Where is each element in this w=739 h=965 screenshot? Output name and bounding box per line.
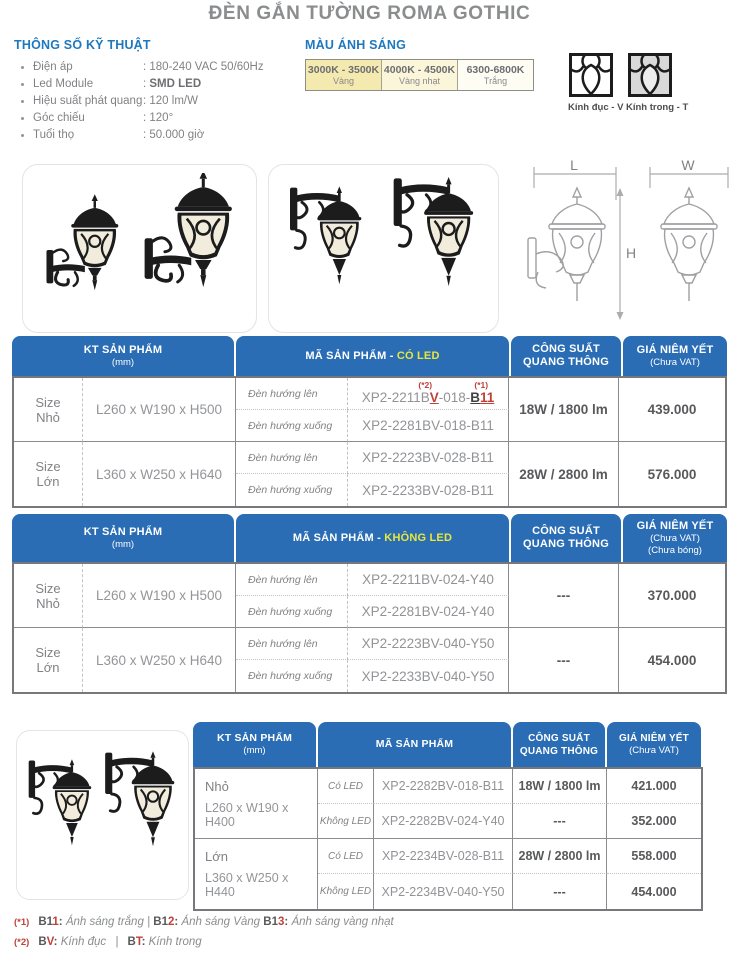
size-cell: Size Lớn	[14, 628, 83, 692]
dimension-label-l: L	[570, 158, 578, 173]
header-gia: GIÁ NIÊM YẾT (Chưa VAT)	[623, 336, 727, 376]
table-combo	[193, 722, 703, 911]
size-cell: Size Lớn	[14, 442, 83, 506]
product-code: XP2-2223BV-028-B11	[348, 442, 509, 474]
dims-cell: L360 x W250 x H640	[83, 442, 236, 506]
price-cell: 576.000	[647, 466, 697, 482]
specs-section	[14, 38, 299, 144]
dimension-diagram	[520, 158, 735, 330]
table-combo-body	[193, 767, 703, 911]
swatch-warm: 3000K - 3500K Vàng	[306, 60, 382, 90]
power-cell: 18W / 1800 lm	[513, 769, 607, 804]
swatch-neutral: 4000K - 4500K Vàng nhạt	[382, 60, 458, 90]
footnote-2: (*2) BV: Kính đục | BT: Kính trong	[14, 936, 202, 948]
led-type-cell: Không LED	[318, 804, 374, 839]
product-code: XP2-2233BV-028-B11	[348, 474, 509, 506]
header-congsuat: CÔNG SUẤT QUANG THÔNG	[511, 336, 621, 376]
price-cell: 558.000	[607, 839, 701, 874]
spec-item-efficiency: Hiệu suất phát quang : 120 lm/W	[14, 93, 299, 110]
product-code: XP2-2211BV-024-Y40	[348, 564, 509, 596]
light-color-title: MÀU ÁNH SÁNG	[305, 38, 407, 52]
price-cell: 439.000	[619, 378, 725, 442]
footnote-1: (*1) B11: Ánh sáng trắng | B12: Ánh sáng Vàng B13: Ánh sáng vàng nhạt	[14, 916, 394, 928]
lamp-down-photo	[278, 173, 490, 325]
header-kt: KT SẢN PHẨM (mm)	[193, 722, 316, 767]
specs-title: THÔNG SỐ KỸ THUẬT	[14, 38, 151, 52]
header-ma: MÃ SẢN PHẨM	[318, 722, 511, 767]
footnote-ref-1: (*1)	[474, 380, 489, 390]
price-cell: 421.000	[607, 769, 701, 804]
opaque-glass-icon	[569, 53, 613, 97]
direction-cell: Đèn hướng xuống	[236, 410, 348, 442]
product-code: XP2-2234BV-028-B11	[374, 839, 513, 874]
light-color-swatches	[305, 59, 534, 91]
price-cell: 370.000	[619, 564, 725, 628]
led-type-cell: Có LED	[318, 839, 374, 874]
table-led	[12, 336, 727, 508]
swatch-white: 6300-6800K Trắng	[458, 60, 533, 90]
light-color-section	[305, 38, 534, 91]
table-no-led-body	[12, 562, 727, 694]
direction-cell: Đèn hướng lên	[236, 442, 348, 474]
product-code: XP2-2281BV-018-B11	[348, 410, 509, 442]
bullet-icon	[21, 117, 24, 120]
table-no-led-header	[12, 514, 727, 562]
glass-clear: Kính trong - T	[626, 53, 674, 113]
header-kt: KT SẢN PHẨM (mm)	[12, 336, 234, 376]
header-gia: GIÁ NIÊM YẾT (Chưa VAT)	[607, 722, 701, 767]
dims-cell: L260 x W190 x H500	[83, 378, 236, 442]
spec-item-led-module: Led Module : SMD LED	[14, 76, 299, 93]
spec-item-lifetime: Tuổi thọ : 50.000 giờ	[14, 127, 299, 144]
power-cell: ---	[513, 804, 607, 839]
dims-cell: Lớn L360 x W250 x H440	[195, 839, 318, 909]
power-cell: 18W / 1800 lm	[509, 378, 619, 442]
product-code: XP2-2282BV-018-B11	[374, 769, 513, 804]
table-led-body	[12, 376, 727, 508]
table-no-led	[12, 514, 727, 694]
header-kt: KT SẢN PHẨM (mm)	[12, 514, 234, 562]
header-congsuat: CÔNG SUẤT QUANG THÔNG	[511, 514, 621, 562]
spec-list	[14, 59, 299, 144]
bullet-icon	[21, 83, 24, 86]
power-cell: ---	[509, 628, 619, 692]
lamp-down-photo-small	[24, 740, 182, 890]
power-cell: ---	[509, 564, 619, 628]
glass-opaque: Kính đục - V	[568, 53, 614, 113]
product-code: XP2-2282BV-024-Y40	[374, 804, 513, 839]
price-cell: 352.000	[607, 804, 701, 839]
dimension-label-h: H	[626, 245, 637, 261]
footnote-ref-2: (*2)	[418, 380, 433, 390]
product-code: XP2-2234BV-040-Y50	[374, 874, 513, 909]
product-code: XP2-2281BV-024-Y40	[348, 596, 509, 628]
direction-cell: Đèn hướng lên	[236, 378, 348, 410]
dims-cell: Nhỏ L260 x W190 x H400	[195, 769, 318, 839]
lamp-outline-side	[661, 188, 717, 301]
led-type-cell: Không LED	[318, 874, 374, 909]
bullet-icon	[21, 100, 24, 103]
direction-cell: Đèn hướng xuống	[236, 596, 348, 628]
led-type-cell: Có LED	[318, 769, 374, 804]
product-code-annotated: (*2) (*1) XP2-2211BV-018-B11	[348, 378, 509, 410]
direction-cell: Đèn hướng xuống	[236, 474, 348, 506]
power-cell: ---	[513, 874, 607, 909]
photo-lamps-up	[22, 164, 257, 333]
power-cell: 28W / 2800 lm	[509, 442, 619, 506]
dims-cell: L260 x W190 x H500	[83, 564, 236, 628]
lamp-up-photo	[32, 173, 247, 325]
direction-cell: Đèn hướng xuống	[236, 660, 348, 692]
header-ma: MÃ SẢN PHẨM - KHÔNG LED	[236, 514, 509, 562]
photo-lamps-down-small	[16, 730, 189, 900]
header-congsuat: CÔNG SUẤT QUANG THÔNG	[513, 722, 605, 767]
header-ma: MÃ SẢN PHẨM - CÓ LED	[236, 336, 509, 376]
clear-glass-icon	[628, 53, 672, 97]
direction-cell: Đèn hướng lên	[236, 628, 348, 660]
dimension-label-w: W	[681, 158, 695, 173]
product-code: XP2-2223BV-040-Y50	[348, 628, 509, 660]
size-cell: Size Nhỏ	[14, 378, 83, 442]
page-title: ĐÈN GẮN TƯỜNG ROMA GOTHIC	[208, 3, 531, 24]
table-led-header	[12, 336, 727, 376]
price-cell: 454.000	[647, 652, 697, 668]
price-cell: 454.000	[631, 884, 677, 899]
power-cell: 28W / 2800 lm	[513, 839, 607, 874]
table-combo-header	[193, 722, 703, 767]
photo-lamps-down	[268, 164, 499, 333]
lamp-outline-front	[528, 188, 605, 301]
bullet-icon	[21, 134, 24, 137]
bullet-icon	[21, 66, 24, 69]
header-gia: GIÁ NIÊM YẾT (Chưa VAT) (Chưa bóng)	[623, 514, 727, 562]
spec-item-beam-angle: Góc chiếu : 120°	[14, 110, 299, 127]
product-code: XP2-2233BV-040-Y50	[348, 660, 509, 692]
size-cell: Size Nhỏ	[14, 564, 83, 628]
dims-cell: L360 x W250 x H640	[83, 628, 236, 692]
direction-cell: Đèn hướng lên	[236, 564, 348, 596]
spec-item-voltage: Điện áp : 180-240 VAC 50/60Hz	[14, 59, 299, 76]
